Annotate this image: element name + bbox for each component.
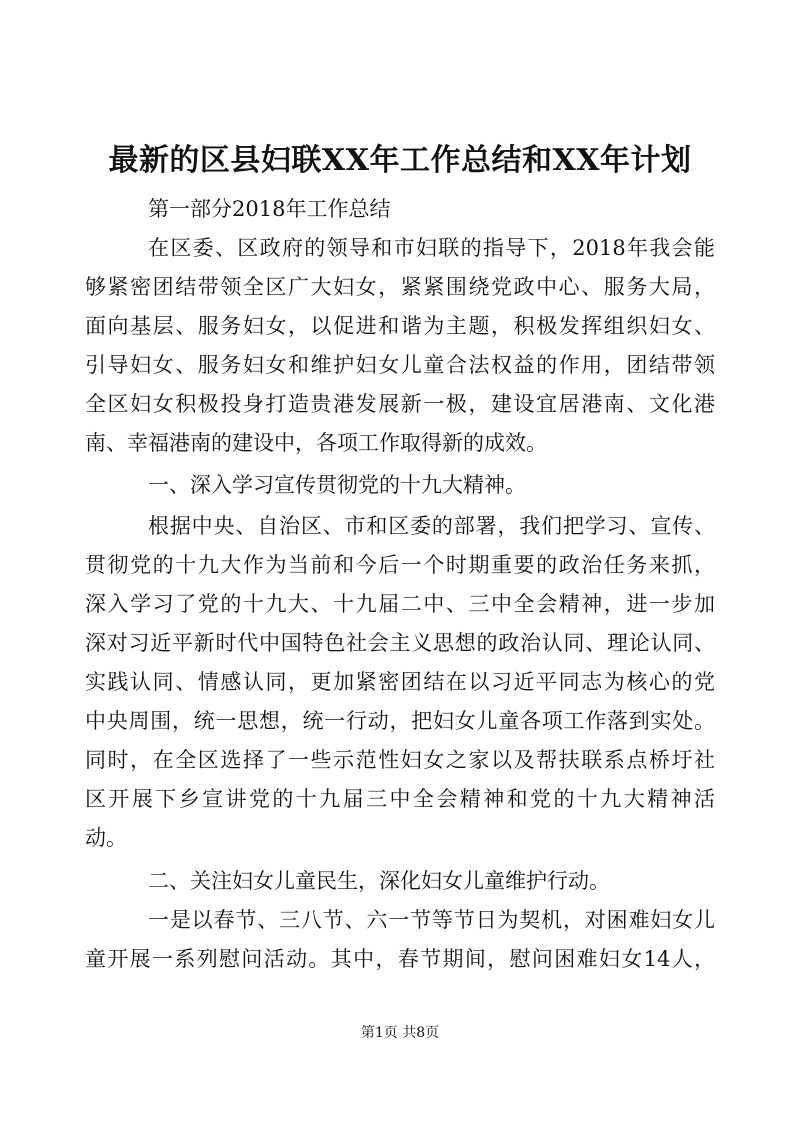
document-title: 最新的区县妇联XX年工作总结和XX年计划 xyxy=(108,143,692,178)
paragraph-line: 在区委、区政府的领导和市妇联的指导下，2018年我会能 xyxy=(148,236,715,260)
paragraph-line: 贯彻党的十九大作为当前和今后一个时期重要的政治任务来抓， xyxy=(85,553,715,577)
paragraph-line: 深入学习了党的十九大、十九届二中、三中全会精神，进一步加 xyxy=(85,592,715,616)
section-heading-part-one: 第一部分2018年工作总结 xyxy=(148,197,391,221)
paragraph-line: 同时，在全区选择了一些示范性妇女之家以及帮扶联系点桥圩社 xyxy=(85,748,715,772)
paragraph-line: 全区妇女积极投身打造贵港发展新一极，建设宜居港南、文化港 xyxy=(85,392,715,416)
paragraph-line: 够紧密团结带领全区广大妇女，紧紧围绕党政中心、服务大局， xyxy=(85,275,715,299)
section-heading-one: 一、深入学习宣传贯彻党的十九大精神。 xyxy=(148,473,526,497)
paragraph-line: 实践认同、情感认同，更加紧密团结在以习近平同志为核心的党 xyxy=(85,670,715,694)
paragraph-line: 深对习近平新时代中国特色社会主义思想的政治认同、理论认同、 xyxy=(85,631,715,655)
page-number-footer: 第1页 共8页 xyxy=(360,1025,440,1041)
paragraph-line: 根据中央、自治区、市和区委的部署，我们把学习、宣传、 xyxy=(148,514,715,538)
paragraph-line: 引导妇女、服务妇女和维护妇女儿童合法权益的作用，团结带领 xyxy=(85,353,715,377)
paragraph-line: 动。 xyxy=(85,826,127,850)
paragraph-line: 区开展下乡宣讲党的十九届三中全会精神和党的十九大精神活 xyxy=(85,787,715,811)
paragraph-line: 一是以春节、三八节、六一节等节日为契机，对困难妇女儿 xyxy=(148,908,715,932)
section-heading-two: 二、关注妇女儿童民生，深化妇女儿童维护行动。 xyxy=(148,869,610,893)
paragraph-line: 中央周围，统一思想，统一行动，把妇女儿童各项工作落到实处。 xyxy=(85,709,715,733)
paragraph-line: 面向基层、服务妇女，以促进和谐为主题，积极发挥组织妇女、 xyxy=(85,314,715,338)
paragraph-line: 童开展一系列慰问活动。其中，春节期间，慰问困难妇女14人， xyxy=(85,947,715,971)
paragraph-line: 南、幸福港南的建设中，各项工作取得新的成效。 xyxy=(85,431,547,455)
